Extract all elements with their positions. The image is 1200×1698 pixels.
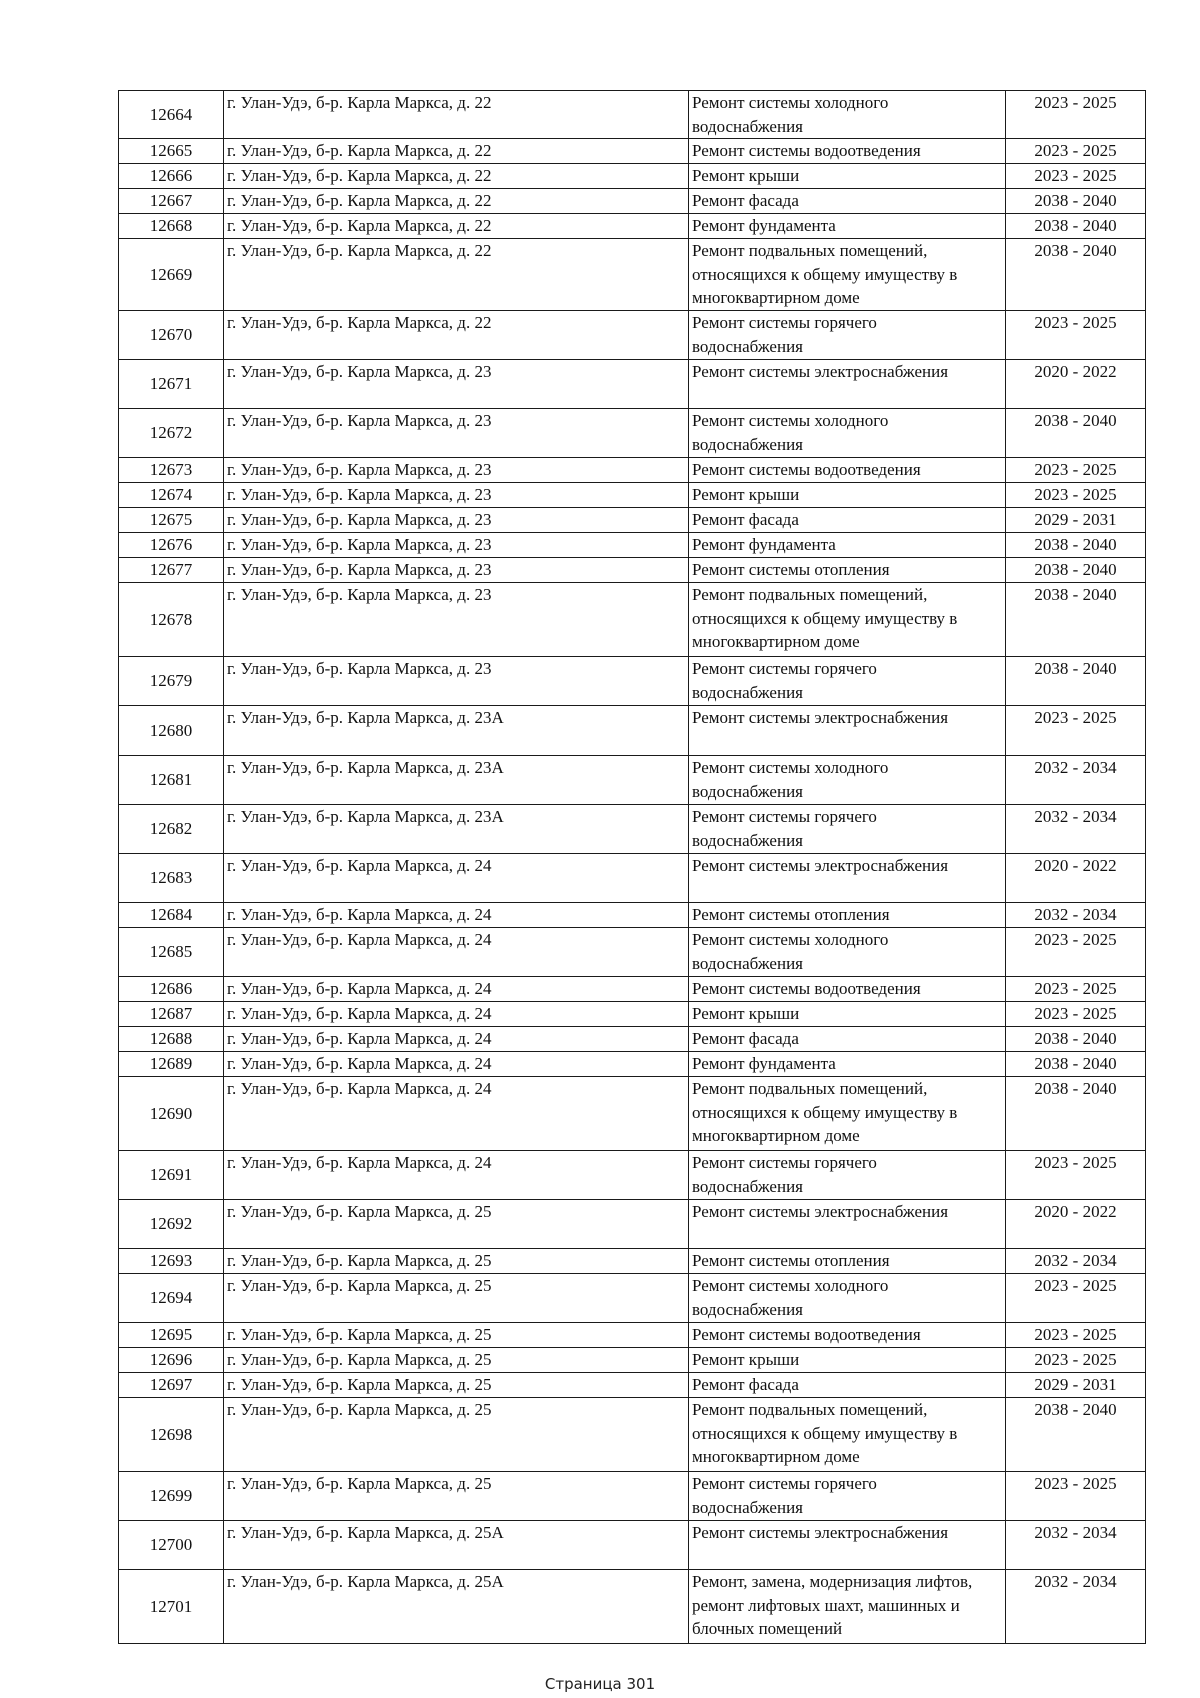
period-cell: 2023 - 2025 [1006,1348,1146,1373]
work-type-cell [689,1027,1006,1052]
work-type-cell [689,1002,1006,1027]
row-number: 12691 [119,1151,224,1200]
period-cell: 2029 - 2031 [1006,1373,1146,1398]
address-cell: г. Улан-Удэ, б-р. Карла Маркса, д. 23А [224,756,689,805]
row-number: 12679 [119,657,224,706]
work-type-line: водоснабжения [692,1299,803,1319]
period-cell: 2038 - 2040 [1006,657,1146,706]
table-row [119,239,1146,311]
period-cell: 2023 - 2025 [1006,139,1146,164]
period-cell: 2023 - 2025 [1006,1274,1146,1323]
work-type-line: Ремонт крыши [692,485,800,504]
period-cell: 2038 - 2040 [1006,189,1146,214]
work-type-line: Ремонт системы холодного [692,930,889,949]
period-cell: 2038 - 2040 [1006,1027,1146,1052]
work-type-cell [689,360,1006,409]
table-row [119,409,1146,458]
work-type-line: блочных помещений [692,1619,843,1638]
work-type-cell [689,1521,1006,1570]
work-type-line: Ремонт системы электроснабжения [692,708,949,727]
period-cell: 2023 - 2025 [1006,928,1146,977]
period-cell: 2032 - 2034 [1006,1249,1146,1274]
address-cell: г. Улан-Удэ, б-р. Карла Маркса, д. 24 [224,1002,689,1027]
work-type-line: Ремонт системы электроснабжения [692,1523,949,1542]
table-row [119,1348,1146,1373]
work-type-line: Ремонт системы горячего [692,313,877,332]
page-number: Страница 301 [544,1675,656,1693]
period-cell: 2032 - 2034 [1006,805,1146,854]
address-cell: г. Улан-Удэ, б-р. Карла Маркса, д. 25А [224,1521,689,1570]
address-cell: г. Улан-Удэ, б-р. Карла Маркса, д. 23 [224,558,689,583]
work-type-cell [689,164,1006,189]
work-type-cell [689,1151,1006,1200]
work-type-cell [689,458,1006,483]
table-row [119,189,1146,214]
address-cell: г. Улан-Удэ, б-р. Карла Маркса, д. 22 [224,189,689,214]
work-type-line: Ремонт подвальных помещений, [692,1079,928,1098]
period-cell: 2023 - 2025 [1006,483,1146,508]
period-cell: 2023 - 2025 [1006,91,1146,139]
work-type-cell [689,928,1006,977]
row-number: 12695 [119,1323,224,1348]
row-number: 12665 [119,139,224,164]
period-cell: 2020 - 2022 [1006,360,1146,409]
work-type-cell [689,1570,1006,1644]
work-type-cell [689,1274,1006,1323]
address-cell: г. Улан-Удэ, б-р. Карла Маркса, д. 25 [224,1398,689,1472]
work-type-line: Ремонт системы горячего [692,1474,877,1493]
row-number: 12673 [119,458,224,483]
row-number: 12676 [119,533,224,558]
work-type-cell [689,1348,1006,1373]
work-type-cell [689,508,1006,533]
work-type-cell [689,1472,1006,1521]
work-type-line: Ремонт системы горячего [692,659,877,678]
period-cell: 2023 - 2025 [1006,1323,1146,1348]
work-type-line: Ремонт системы электроснабжения [692,1202,949,1221]
period-cell: 2038 - 2040 [1006,1052,1146,1077]
address-cell: г. Улан-Удэ, б-р. Карла Маркса, д. 23А [224,706,689,756]
address-cell: г. Улан-Удэ, б-р. Карла Маркса, д. 24 [224,1052,689,1077]
work-type-line: Ремонт крыши [692,166,800,185]
work-type-line: водоснабжения [692,336,803,356]
table-row [119,1052,1146,1077]
work-type-line: относящихся к общему имуществу в [692,264,958,284]
period-cell: 2023 - 2025 [1006,458,1146,483]
period-cell: 2038 - 2040 [1006,409,1146,458]
work-type-line: Ремонт системы электроснабжения [692,362,949,381]
row-number: 12684 [119,903,224,928]
work-type-line: водоснабжения [692,830,803,850]
table-row [119,360,1146,409]
address-cell: г. Улан-Удэ, б-р. Карла Маркса, д. 22 [224,164,689,189]
table-row [119,583,1146,657]
table-row [119,164,1146,189]
work-type-cell [689,239,1006,311]
work-type-cell [689,706,1006,756]
table-row [119,977,1146,1002]
row-number: 12699 [119,1472,224,1521]
table-row [119,558,1146,583]
work-type-line: Ремонт фасада [692,1375,799,1394]
work-type-line: Ремонт системы электроснабжения [692,856,949,875]
row-number: 12698 [119,1398,224,1472]
address-cell: г. Улан-Удэ, б-р. Карла Маркса, д. 24 [224,1027,689,1052]
table-row [119,1373,1146,1398]
table-row [119,1151,1146,1200]
address-cell: г. Улан-Удэ, б-р. Карла Маркса, д. 25 [224,1323,689,1348]
row-number: 12693 [119,1249,224,1274]
work-type-cell [689,805,1006,854]
work-type-line: Ремонт фундамента [692,535,836,554]
work-type-cell [689,977,1006,1002]
table-row [119,1274,1146,1323]
address-cell: г. Улан-Удэ, б-р. Карла Маркса, д. 22 [224,311,689,360]
row-number: 12700 [119,1521,224,1570]
work-type-cell [689,1052,1006,1077]
period-cell: 2038 - 2040 [1006,558,1146,583]
address-cell: г. Улан-Удэ, б-р. Карла Маркса, д. 24 [224,977,689,1002]
period-cell: 2023 - 2025 [1006,706,1146,756]
work-type-cell [689,756,1006,805]
row-number: 12680 [119,706,224,756]
work-type-line: водоснабжения [692,434,803,454]
work-type-line: ремонт лифтовых шахт, машинных и [692,1595,960,1615]
period-cell: 2023 - 2025 [1006,164,1146,189]
work-type-line: Ремонт подвальных помещений, [692,1400,928,1419]
work-type-cell [689,1373,1006,1398]
work-type-line: Ремонт системы холодного [692,411,889,430]
row-number: 12685 [119,928,224,977]
work-type-line: многоквартирном доме [692,288,860,307]
table-row [119,657,1146,706]
work-type-line: относящихся к общему имуществу в [692,608,958,628]
address-cell: г. Улан-Удэ, б-р. Карла Маркса, д. 25 [224,1373,689,1398]
work-type-cell [689,558,1006,583]
work-type-cell [689,854,1006,903]
table-row [119,1323,1146,1348]
table-row [119,1570,1146,1644]
address-cell: г. Улан-Удэ, б-р. Карла Маркса, д. 25 [224,1348,689,1373]
table-row [119,854,1146,903]
work-type-cell [689,657,1006,706]
work-type-line: Ремонт крыши [692,1004,800,1023]
table-row [119,1027,1146,1052]
work-type-line: Ремонт фасада [692,191,799,210]
table-row [119,805,1146,854]
address-cell: г. Улан-Удэ, б-р. Карла Маркса, д. 22 [224,239,689,311]
period-cell: 2038 - 2040 [1006,533,1146,558]
row-number: 12683 [119,854,224,903]
address-cell: г. Улан-Удэ, б-р. Карла Маркса, д. 22 [224,91,689,139]
row-number: 12678 [119,583,224,657]
work-type-cell [689,533,1006,558]
period-cell: 2032 - 2034 [1006,903,1146,928]
work-type-line: Ремонт системы отопления [692,560,890,579]
work-type-line: Ремонт фундамента [692,216,836,235]
address-cell: г. Улан-Удэ, б-р. Карла Маркса, д. 23 [224,360,689,409]
period-cell: 2023 - 2025 [1006,977,1146,1002]
table-row [119,1398,1146,1472]
work-type-cell [689,189,1006,214]
address-cell: г. Улан-Удэ, б-р. Карла Маркса, д. 23 [224,508,689,533]
work-type-cell [689,1323,1006,1348]
period-cell: 2038 - 2040 [1006,239,1146,311]
work-type-line: Ремонт фундамента [692,1054,836,1073]
address-cell: г. Улан-Удэ, б-р. Карла Маркса, д. 23 [224,533,689,558]
row-number: 12701 [119,1570,224,1644]
work-type-line: Ремонт фасада [692,1029,799,1048]
work-type-line: Ремонт системы горячего [692,807,877,826]
row-number: 12686 [119,977,224,1002]
address-cell: г. Улан-Удэ, б-р. Карла Маркса, д. 22 [224,139,689,164]
row-number: 12670 [119,311,224,360]
table-row [119,458,1146,483]
period-cell: 2023 - 2025 [1006,311,1146,360]
work-type-line: Ремонт подвальных помещений, [692,241,928,260]
address-cell: г. Улан-Удэ, б-р. Карла Маркса, д. 25 [224,1249,689,1274]
table-row [119,903,1146,928]
row-number: 12667 [119,189,224,214]
table-row [119,483,1146,508]
period-cell: 2023 - 2025 [1006,1151,1146,1200]
work-type-cell [689,1200,1006,1249]
row-number: 12687 [119,1002,224,1027]
period-cell: 2029 - 2031 [1006,508,1146,533]
row-number: 12674 [119,483,224,508]
work-type-line: Ремонт системы водоотведения [692,460,921,479]
period-cell: 2038 - 2040 [1006,1077,1146,1151]
period-cell: 2023 - 2025 [1006,1002,1146,1027]
address-cell: г. Улан-Удэ, б-р. Карла Маркса, д. 24 [224,1077,689,1151]
row-number: 12689 [119,1052,224,1077]
work-type-cell [689,583,1006,657]
work-type-cell [689,214,1006,239]
row-number: 12688 [119,1027,224,1052]
table-row [119,1249,1146,1274]
work-type-line: Ремонт системы водоотведения [692,1325,921,1344]
address-cell: г. Улан-Удэ, б-р. Карла Маркса, д. 23 [224,483,689,508]
work-type-cell [689,483,1006,508]
table-row [119,533,1146,558]
address-cell: г. Улан-Удэ, б-р. Карла Маркса, д. 22 [224,214,689,239]
address-cell: г. Улан-Удэ, б-р. Карла Маркса, д. 24 [224,903,689,928]
work-type-line: относящихся к общему имуществу в [692,1423,958,1443]
work-type-line: Ремонт крыши [692,1350,800,1369]
row-number: 12664 [119,91,224,139]
period-cell: 2038 - 2040 [1006,214,1146,239]
work-type-cell [689,91,1006,139]
table-row [119,508,1146,533]
work-type-line: водоснабжения [692,1497,803,1517]
work-type-line: Ремонт подвальных помещений, [692,585,928,604]
work-type-line: Ремонт системы отопления [692,905,890,924]
address-cell: г. Улан-Удэ, б-р. Карла Маркса, д. 23 [224,657,689,706]
period-cell: 2032 - 2034 [1006,1521,1146,1570]
address-cell: г. Улан-Удэ, б-р. Карла Маркса, д. 25 [224,1472,689,1521]
address-cell: г. Улан-Удэ, б-р. Карла Маркса, д. 24 [224,1151,689,1200]
work-type-cell [689,1249,1006,1274]
address-cell: г. Улан-Удэ, б-р. Карла Маркса, д. 23 [224,583,689,657]
table-row [119,1002,1146,1027]
table-row [119,1521,1146,1570]
row-number: 12666 [119,164,224,189]
work-type-line: многоквартирном доме [692,632,860,651]
work-type-cell [689,311,1006,360]
address-cell: г. Улан-Удэ, б-р. Карла Маркса, д. 25А [224,1570,689,1644]
row-number: 12677 [119,558,224,583]
work-type-line: водоснабжения [692,1176,803,1196]
address-cell: г. Улан-Удэ, б-р. Карла Маркса, д. 25 [224,1274,689,1323]
address-cell: г. Улан-Удэ, б-р. Карла Маркса, д. 24 [224,928,689,977]
table-row [119,311,1146,360]
period-cell: 2032 - 2034 [1006,1570,1146,1644]
row-number: 12669 [119,239,224,311]
repair-schedule-table [118,90,1146,1644]
table-row [119,928,1146,977]
period-cell: 2032 - 2034 [1006,756,1146,805]
work-type-cell [689,409,1006,458]
address-cell: г. Улан-Удэ, б-р. Карла Маркса, д. 25 [224,1200,689,1249]
work-type-cell [689,1398,1006,1472]
row-number: 12668 [119,214,224,239]
row-number: 12694 [119,1274,224,1323]
period-cell: 2023 - 2025 [1006,1472,1146,1521]
table-row [119,1200,1146,1249]
row-number: 12671 [119,360,224,409]
address-cell: г. Улан-Удэ, б-р. Карла Маркса, д. 23А [224,805,689,854]
work-type-cell [689,1077,1006,1151]
work-type-line: Ремонт системы водоотведения [692,141,921,160]
table-row [119,1472,1146,1521]
work-type-line: Ремонт, замена, модернизация лифтов, [692,1572,973,1591]
address-cell: г. Улан-Удэ, б-р. Карла Маркса, д. 23 [224,458,689,483]
period-cell: 2020 - 2022 [1006,1200,1146,1249]
table-row [119,756,1146,805]
work-type-line: водоснабжения [692,781,803,801]
work-type-line: Ремонт системы отопления [692,1251,890,1270]
row-number: 12697 [119,1373,224,1398]
work-type-line: водоснабжения [692,682,803,702]
table-row [119,706,1146,756]
table-row [119,214,1146,239]
work-type-line: водоснабжения [692,953,803,973]
work-type-line: многоквартирном доме [692,1126,860,1145]
table-row [119,91,1146,139]
work-type-line: водоснабжения [692,116,803,136]
work-type-line: относящихся к общему имуществу в [692,1102,958,1122]
row-number: 12692 [119,1200,224,1249]
row-number: 12690 [119,1077,224,1151]
address-cell: г. Улан-Удэ, б-р. Карла Маркса, д. 24 [224,854,689,903]
table-body [119,91,1146,1644]
work-type-line: многоквартирном доме [692,1447,860,1466]
period-cell: 2020 - 2022 [1006,854,1146,903]
row-number: 12675 [119,508,224,533]
work-type-line: Ремонт фасада [692,510,799,529]
row-number: 12682 [119,805,224,854]
period-cell: 2038 - 2040 [1006,583,1146,657]
work-type-line: Ремонт системы холодного [692,758,889,777]
work-type-cell [689,139,1006,164]
row-number: 12696 [119,1348,224,1373]
address-cell: г. Улан-Удэ, б-р. Карла Маркса, д. 23 [224,409,689,458]
work-type-line: Ремонт системы водоотведения [692,979,921,998]
table-row [119,1077,1146,1151]
row-number: 12681 [119,756,224,805]
work-type-cell [689,903,1006,928]
table-row [119,139,1146,164]
period-cell: 2038 - 2040 [1006,1398,1146,1472]
work-type-line: Ремонт системы холодного [692,1276,889,1295]
work-type-line: Ремонт системы холодного [692,93,889,112]
work-type-line: Ремонт системы горячего [692,1153,877,1172]
row-number: 12672 [119,409,224,458]
